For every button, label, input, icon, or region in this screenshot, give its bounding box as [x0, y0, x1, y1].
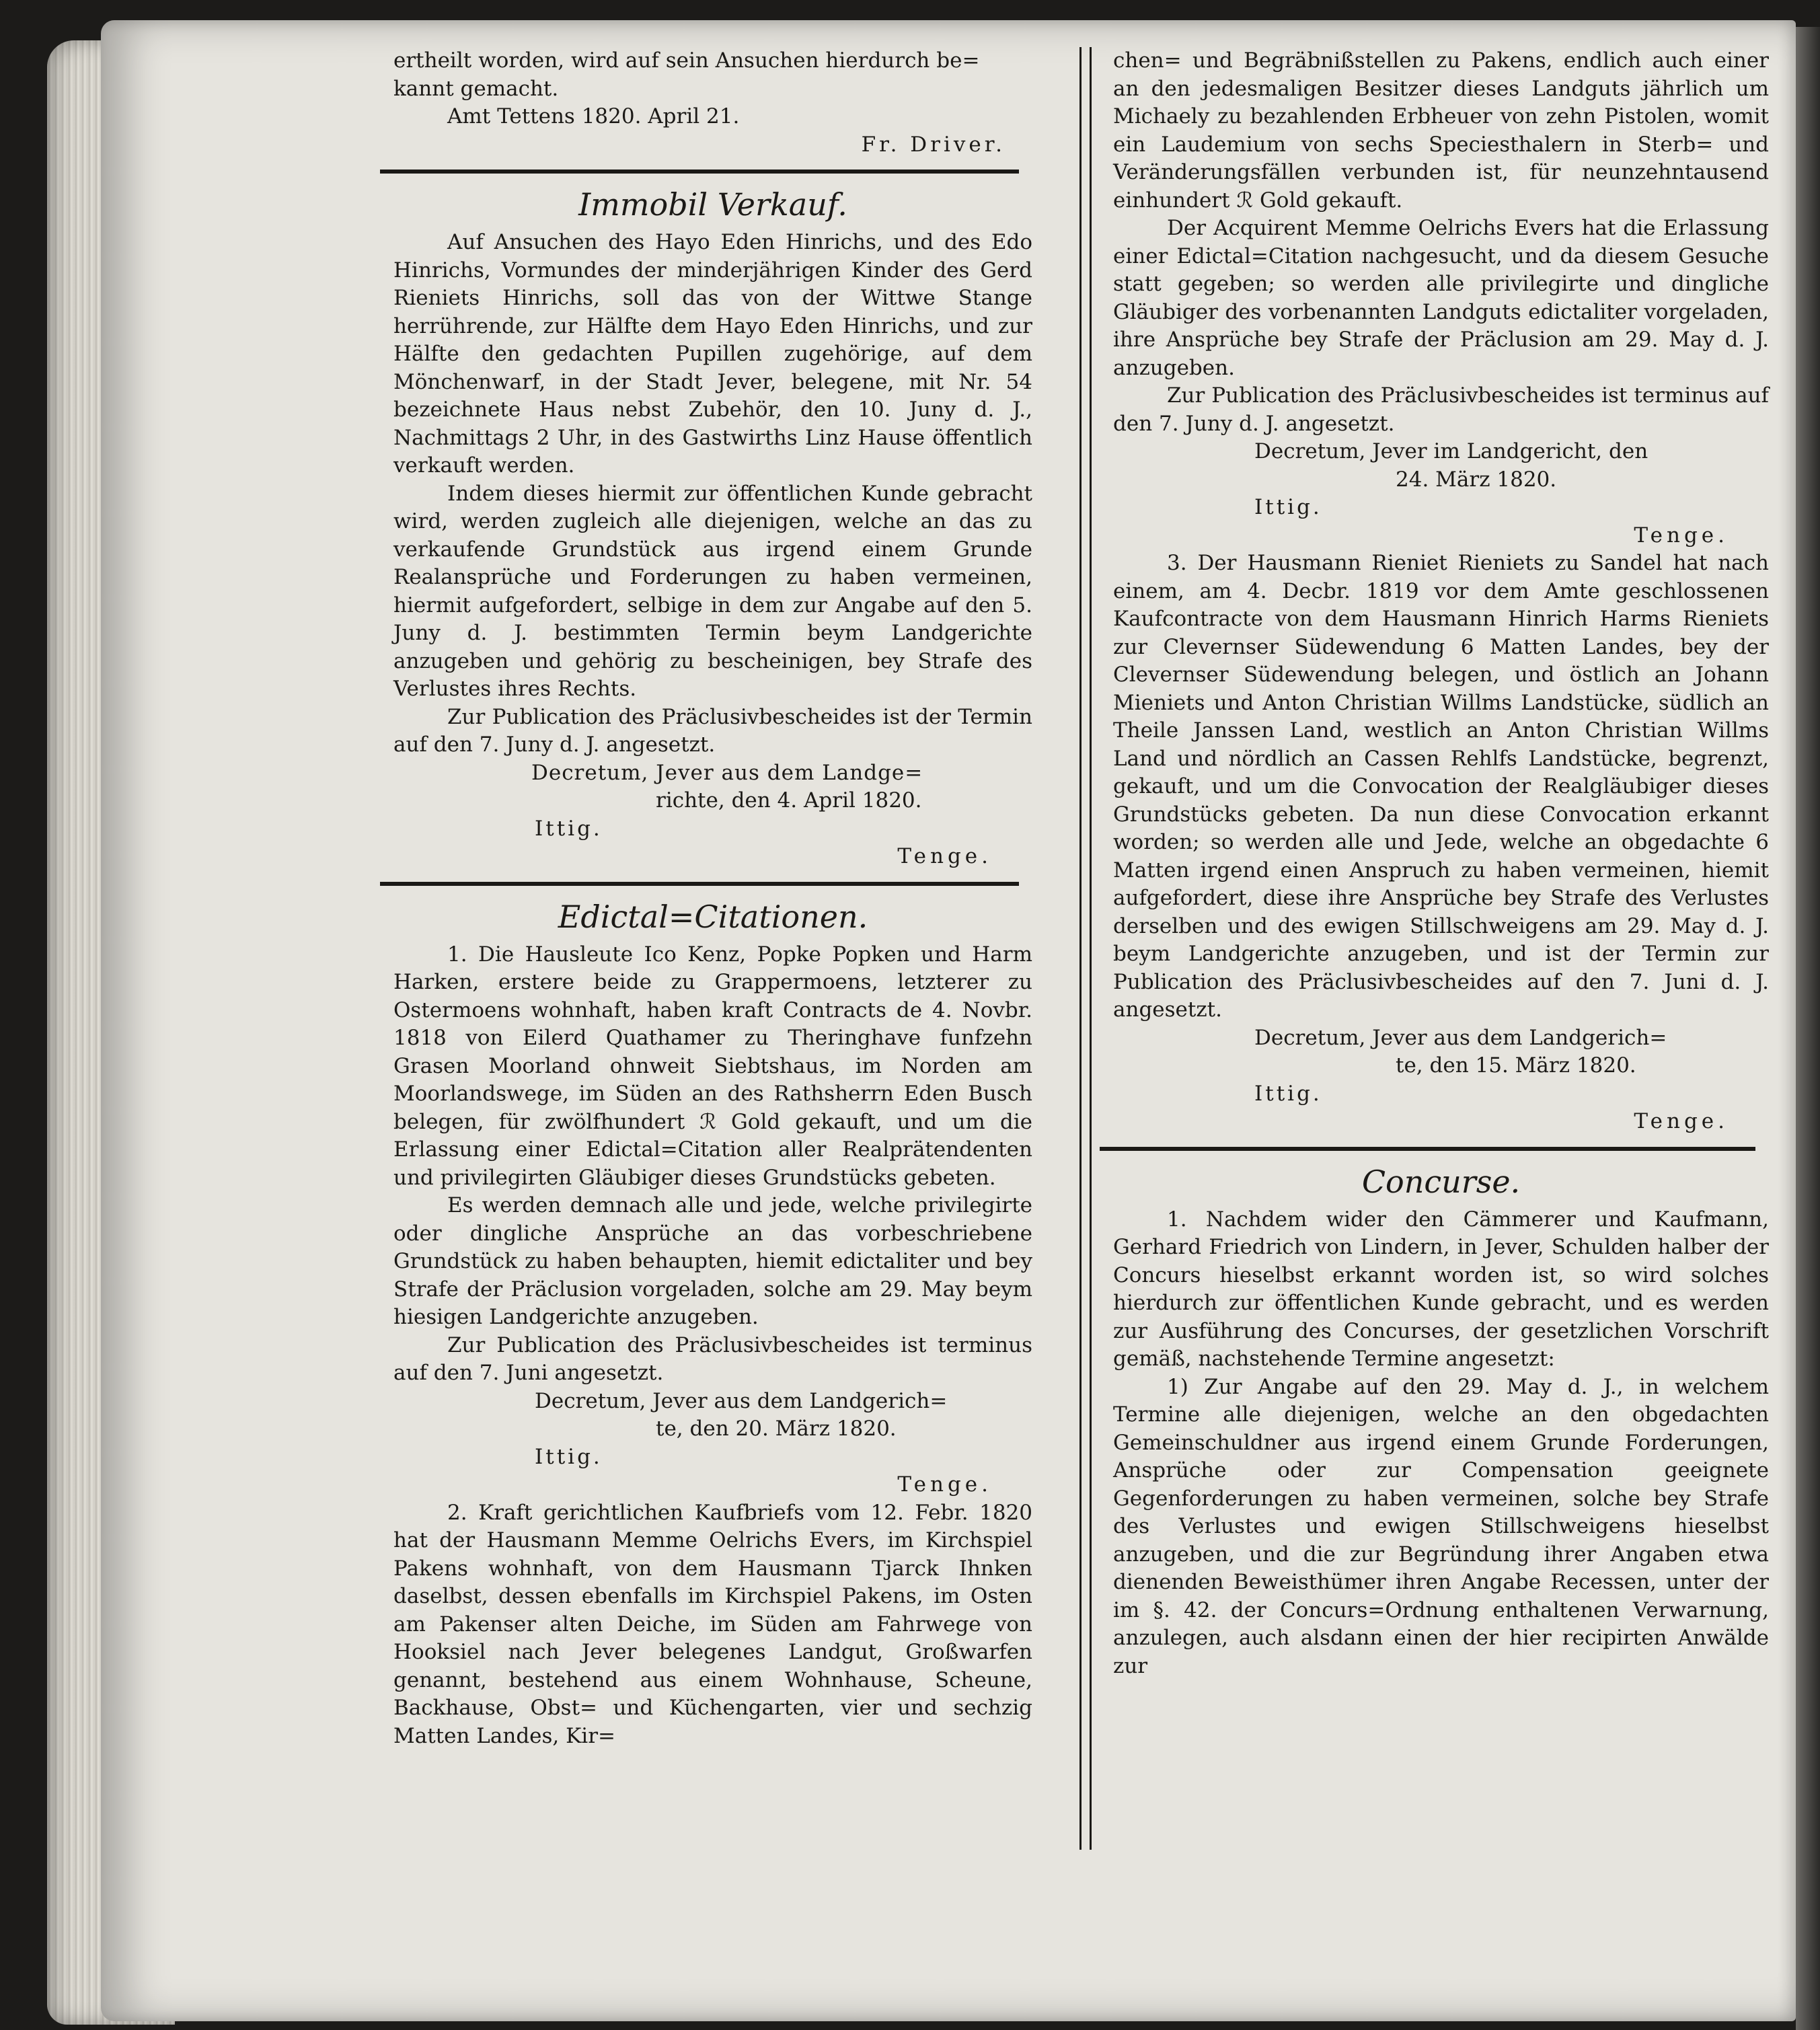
immobil-sign-ittig: Ittig.	[535, 816, 603, 841]
edictal-item3-decretum-2: te, den 15. März 1820.	[1396, 1053, 1636, 1078]
edictal-item2-decretum-2: 24. März 1820.	[1396, 467, 1557, 492]
column-divider	[1079, 47, 1092, 1850]
immobil-paragraph-3: Zur Publication des Präclusivbescheides ist der Termin auf den 7. Juny d. J. angesetzt.	[393, 704, 1032, 757]
fragment-line-1: ertheilt worden, wird auf sein Ansuchen hierdurch be=	[393, 48, 980, 73]
section-rule	[380, 882, 1019, 886]
section-title-immobil: Immobil Verkauf.	[578, 186, 847, 223]
edictal-item2-paragraph-2: Der Acquirent Memme Oelrichs Evers hat die Erlassung einer Edictal=Citation nachgesucht, und da diesem Gesuche statt gegeben; so werden alle privilegirte und dingliche Gläubiger des vorbenannten Landguts edictaliter vorgeladen, ihre Ansprüche bey Strafe der Präclusion am 29. May d. J. anzugeben.	[1113, 216, 1769, 380]
edictal-item3-sign-ittig: Ittig.	[1254, 1081, 1322, 1106]
section-rule	[380, 170, 1019, 174]
immobil-decretum-1: Decretum, Jever aus dem Landge=	[531, 760, 923, 785]
fragment-signature: Fr. Driver.	[861, 132, 1006, 157]
edictal-item1-sign-ittig: Ittig.	[535, 1444, 603, 1469]
edictal-item3-paragraph-1: 3. Der Hausmann Rieniet Rieniets zu Sandel hat nach einem, am 4. Decbr. 1819 vor dem Amte geschlossenen Kaufcontracte von dem Hausmann Hinrich Harms Rieniets zur Clevernser Südewendung 6 Matten Landes, bey der Clevernser Südewendung belegen, und östlich an Johann Mieniets und Anton Christian Willms Landstücke, südlich an Theile Janssen Land, westlich an Anton Christian Willms Land und nördlich an Cassen Rehlfs Landstücke, begrenzt, gekauft, und um die Convocation der Realgläubiger dieses Grundstücks gebeten. Da nun diese Convocation erkannt worden; so werden alle und Jede, welche an obgedachte 6 Matten irgend einen Anspruch zu haben vermeinen, hiemit aufgefordert, diese ihre Ansprüche bey Strafe des Verlustes derselben und des ewigen Stillschweigens am 29. May d. J. beym Landgerichte anzugeben, und ist der Termin zur Publication des Präclusivbescheides auf den 7. Juni d. J. angesetzt.	[1113, 551, 1769, 1022]
right-column	[1113, 47, 1769, 1680]
immobil-paragraph-2: Indem dieses hiermit zur öffentlichen Kunde gebracht wird, werden zugleich alle diejenigen, welche an das zu verkaufende Grundstück aus irgend einem Grunde Realansprüche und Forderungen zu haben vermeinen, hiermit aufgefordert, selbige in dem zur Angabe auf den 5. Juny d. J. bestimmten Termin beym Landgerichte anzugeben und gehörig zu bescheinigen, bey Strafe des Verlustes ihres Rechts.	[393, 481, 1032, 701]
concurse-paragraph-1: 1. Nachdem wider den Cämmerer und Kaufmann, Gerhard Friedrich von Lindern, in Jever, Schulden halber der Concurs hieselbst erkannt worden ist, so wird solches hierdurch zur öffentlichen Kunde gebracht, und es werden zur Ausführung des Concurses, der gesetzlichen Vorschrift gemäß, nachstehende Termine angesetzt:	[1113, 1207, 1769, 1371]
edictal-item1-decretum-2: te, den 20. März 1820.	[656, 1417, 897, 1441]
left-column	[393, 47, 1032, 1750]
fragment-line-2: kannt gemacht.	[393, 76, 559, 101]
immobil-sign-tenge: Tenge.	[897, 844, 992, 868]
edictal-item1-paragraph-1: 1. Die Hausleute Ico Kenz, Popke Popken und Harm Harken, erstere beide zu Grappermoens, letzterer zu Ostermoens wohnhaft, haben kraft Contracts de 4. Novbr. 1818 von Eilerd Quathamer zu Theringhave funfzehn Grasen Moorland ohnweit Siebtshaus, im Norden am Moorlandswege, im Süden an des Rathsherrn Eden Busch belegen, für zwölfhundert ℛ Gold gekauft, und um die Erlassung einer Edictal=Citation aller Realprätendenten und privilegirten Gläubiger dieses Grundstücks gebeten.	[393, 942, 1032, 1190]
edictal-item1-paragraph-3: Zur Publication des Präclusivbescheides ist terminus auf den 7. Juni angesetzt.	[393, 1332, 1032, 1385]
edictal-item2-paragraph-1: 2. Kraft gerichtlichen Kaufbriefs vom 12. Febr. 1820 hat der Hausmann Memme Oelrichs Evers, im Kirchspiel Pakens wohnhaft, von dem Hausmann Tjarck Ihnken daselbst, dessen ebenfalls im Kirchspiel Pakens, im Osten am Pakenser alten Deiche, im Süden am Fahrwege von Hooksiel nach Jever belegenes Landgut, Großwarfen genannt, bestehend aus einem Wohnhause, Scheune, Backhause, Obst= und Küchengarten, vier und sechzig Matten Landes, Kir=	[393, 1500, 1032, 1748]
concurse-paragraph-2: 1) Zur Angabe auf den 29. May d. J., in welchem Termine alle diejenigen, welche an den obgedachten Gemeinschuldner aus irgend einem Grunde Forderungen, Ansprüche oder zur Compensation geeignete Gegenforderungen zu haben vermeinen, solche bey Strafe des Verlustes und ewigen Stillschweigens hieselbst anzugeben, und die zur Begründung ihrer Angaben etwa dienenden Beweisthümer ihren Angabe Recessen, unter der im §. 42. der Concurs=Ordnung enthaltenen Verwarnung, anzulegen, auch alsdann einen der hier recipirten Anwälde zur	[1113, 1374, 1769, 1678]
edictal-item2-sign-ittig: Ittig.	[1254, 495, 1322, 519]
fragment-place-date: Amt Tettens 1820. April 21.	[447, 104, 740, 128]
edictal-item3-decretum-1: Decretum, Jever aus dem Landgerich=	[1254, 1025, 1667, 1050]
edictal-item1-decretum-1: Decretum, Jever aus dem Landgerich=	[535, 1388, 948, 1413]
section-title-concurse: Concurse.	[1361, 1163, 1521, 1200]
section-title-edictal: Edictal=Citationen.	[558, 898, 868, 935]
edictal-item1-sign-tenge: Tenge.	[897, 1472, 992, 1497]
edictal-item2-sign-tenge: Tenge.	[1634, 523, 1729, 548]
edictal-item2-paragraph-3: Zur Publication des Präclusivbescheides ist terminus auf den 7. Juny d. J. angesetzt.	[1113, 383, 1769, 436]
edictal-item2-continuation: chen= und Begräbnißstellen zu Pakens, endlich auch einer an den jedesmaligen Besitzer dieses Landguts jährlich um Michaely zu bezahlenden Erbheuer von zehn Pistolen, womit ein Laudemium von sechs Speciesthalern in Sterb= und Veränderungsfällen verbunden ist, für neunzehntausend einhundert ℛ Gold gekauft.	[1113, 48, 1769, 213]
edictal-item3-sign-tenge: Tenge.	[1634, 1109, 1729, 1133]
facing-page-edge	[1796, 27, 1820, 2030]
edictal-item1-paragraph-2: Es werden demnach alle und jede, welche privilegirte oder dingliche Ansprüche an das vorbeschriebene Grundstück zu haben behaupten, hiemit edictaliter und bey Strafe der Präclusion vorgeladen, solche am 29. May beym hiesigen Landgerichte anzugeben.	[393, 1193, 1032, 1329]
immobil-decretum-2: richte, den 4. April 1820.	[656, 788, 922, 813]
immobil-paragraph-1: Auf Ansuchen des Hayo Eden Hinrichs, und des Edo Hinrichs, Vormundes der minderjährigen Kinder des Gerd Rieniets Hinrichs, soll das von der Wittwe Stange herrührende, zur Hälfte dem Hayo Eden Hinrichs, und zur Hälfte den gedachten Pupillen zugehörige, auf dem Mönchenwarf, in der Stadt Jever, belegene, mit Nr. 54 bezeichnete Haus nebst Zubehör, den 10. Juny d. J., Nachmittags 2 Uhr, in des Gastwirths Linz Hause öffentlich verkauft werden.	[393, 230, 1032, 478]
edictal-item2-decretum-1: Decretum, Jever im Landgericht, den	[1254, 439, 1648, 463]
section-rule	[1100, 1147, 1755, 1151]
